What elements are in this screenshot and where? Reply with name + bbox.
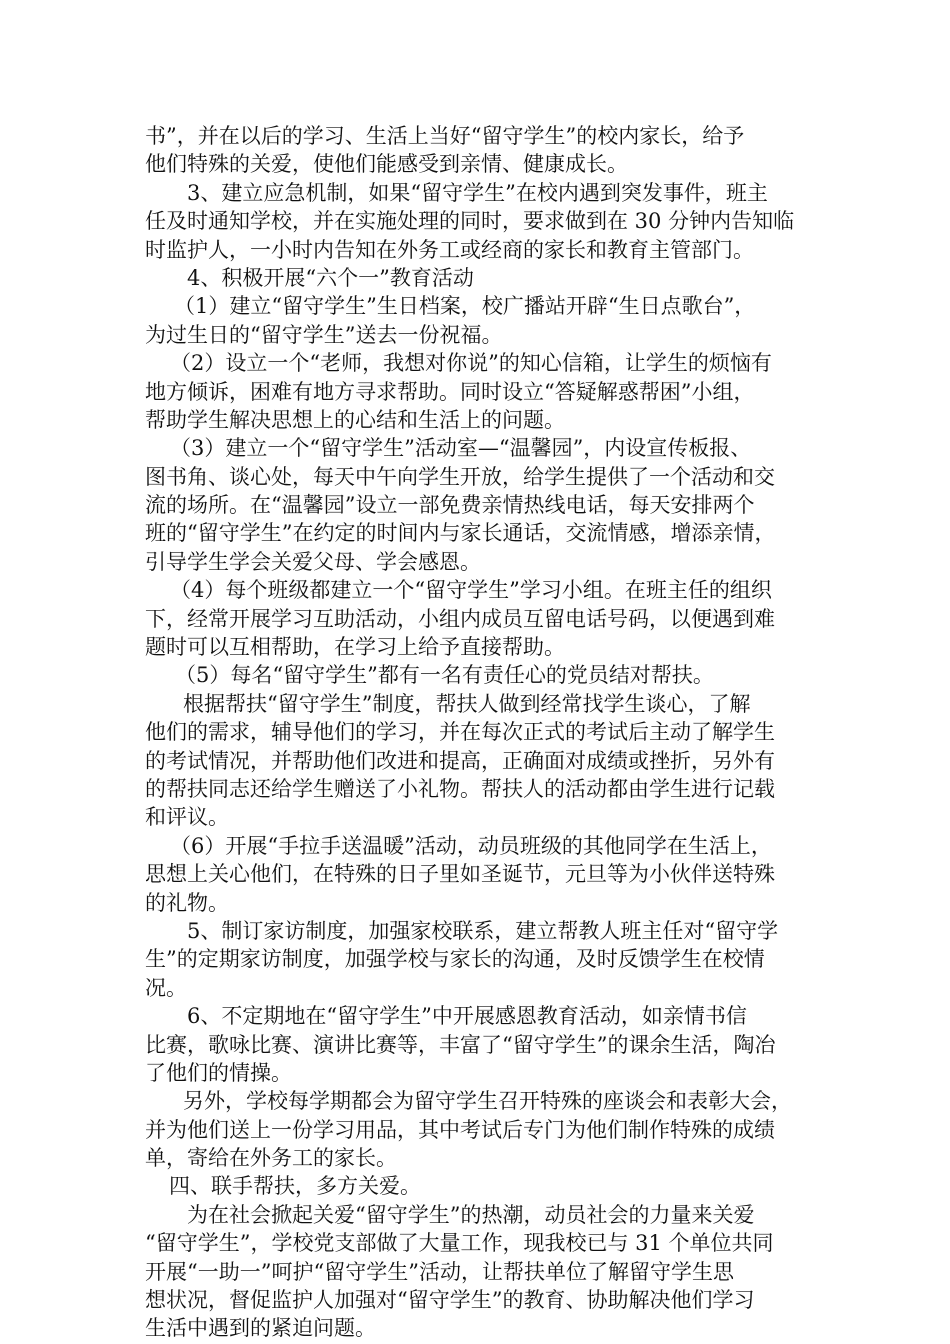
text-line: 图书角、谈心处，每天中午向学生开放，给学生提供了一个活动和交 [145,464,775,489]
text-line: 并为他们送上一份学习用品，其中考试后专门为他们制作特殊的成绩 [145,1117,775,1142]
text-line: 书”，并在以后的学习、生活上当好“留守学生”的校内家长，给予 [145,124,745,148]
text-line: 他们的需求，辅导他们的学习，并在每次正式的考试后主动了解学生 [145,720,775,745]
text-line: （6）开展“手拉手送温暖”活动，动员班级的其他同学在生活上， [170,833,772,858]
text-line: 引导学生学会关爱父母、学会感恩。 [145,549,481,574]
text-line: 5、制订家访制度，加强家校联系，建立帮教人班主任对“留守学 [187,918,779,943]
document-body [145,122,825,1343]
text-line: 题时可以互相帮助，在学习上给予直接帮助。 [145,635,565,660]
text-line: 另外，学校每学期都会为留守学生召开特殊的座谈会和表彰大会， [183,1089,792,1114]
text-line: 他们特殊的关爱，使他们能感受到亲情、健康成长。 [145,152,628,177]
text-line: 思想上关心他们，在特殊的日子里如圣诞节，元旦等为小伙伴送特殊 [145,862,775,887]
text-line: 时监护人，一小时内告知在外务工或经商的家长和教育主管部门。 [145,237,754,262]
text-line: 比赛，歌咏比赛、演讲比赛等，丰富了“留守学生”的课余生活，陶冶 [145,1032,776,1057]
text-line: 的考试情况，并帮助他们改进和提高，正确面对成绩或挫折，另外有 [145,748,775,773]
text-line: 根据帮扶“留守学生”制度，帮扶人做到经常找学生谈心，了解 [183,691,751,716]
text-line: 开展“一助一”呵护“留守学生”活动，让帮扶单位了解留守学生思 [145,1259,734,1284]
text-line: 地方倾诉，困难有地方寻求帮助。同时设立“答疑解惑帮困”小组， [145,379,755,404]
text-line: 6、不定期地在“留守学生”中开展感恩教育活动，如亲情书信 [187,1004,747,1029]
text-line: 流的场所。在“温馨园”设立一部免费亲情热线电话，每天安排两个 [145,493,755,518]
text-line: 为过生日的“留守学生”送去一份祝福。 [145,322,503,347]
text-line: 的礼物。 [145,890,229,915]
text-line: 下，经常开展学习互助活动，小组内成员互留电话号码，以便遇到难 [145,606,775,631]
text-line: 和评议。 [145,805,229,830]
text-line: （1）建立“留守学生”生日档案，校广播站开辟“生日点歌台”， [174,294,756,319]
text-line: 单，寄给在外务工的家长。 [145,1146,397,1171]
text-line: 生”的定期家访制度，加强学校与家长的沟通，及时反馈学生在校情 [145,947,765,972]
text-line: 任及时通知学校，并在实施处理的同时，要求做到在 30 分钟内告知临 [145,209,795,234]
text-line: 帮助学生解决思想上的心结和生活上的问题。 [145,407,565,432]
text-line: 况。 [145,975,187,1000]
text-line: 班的“留守学生”在约定的时间内与家长通话，交流情感，增添亲情， [145,521,776,546]
text-line: 3、建立应急机制，如果“留守学生”在校内遇到突发事件，班主 [187,180,768,205]
text-line: 4、积极开展“六个一”教育活动 [187,265,474,290]
text-line: （4）每个班级都建立一个“留守学生”学习小组。在班主任的组织 [170,578,772,603]
text-line: 了他们的情操。 [145,1060,292,1085]
text-line: （5）每名“留守学生”都有一名有责任心的党员结对帮扶。 [175,663,714,688]
text-line: （3）建立一个“留守学生”活动室—“温馨园”，内设宣传板报、 [170,436,752,461]
text-line: 生活中遇到的紧迫问题。 [145,1316,376,1341]
text-line: 为在社会掀起关爱“留守学生”的热潮，动员社会的力量来关爱 [187,1202,755,1227]
section-heading: 四、联手帮扶，多方关爱。 [169,1174,421,1199]
text-line: （2）设立一个“老师，我想对你说”的知心信箱，让学生的烦恼有 [170,351,772,376]
text-line: 的帮扶同志还给学生赠送了小礼物。帮扶人的活动都由学生进行记载 [145,776,775,801]
text-line: “留守学生”，学校党支部做了大量工作，现我校已与 31 个单位共同 [145,1231,774,1256]
text-line: 想状况，督促监护人加强对“留守学生”的教育、协助解决他们学习 [145,1288,755,1313]
